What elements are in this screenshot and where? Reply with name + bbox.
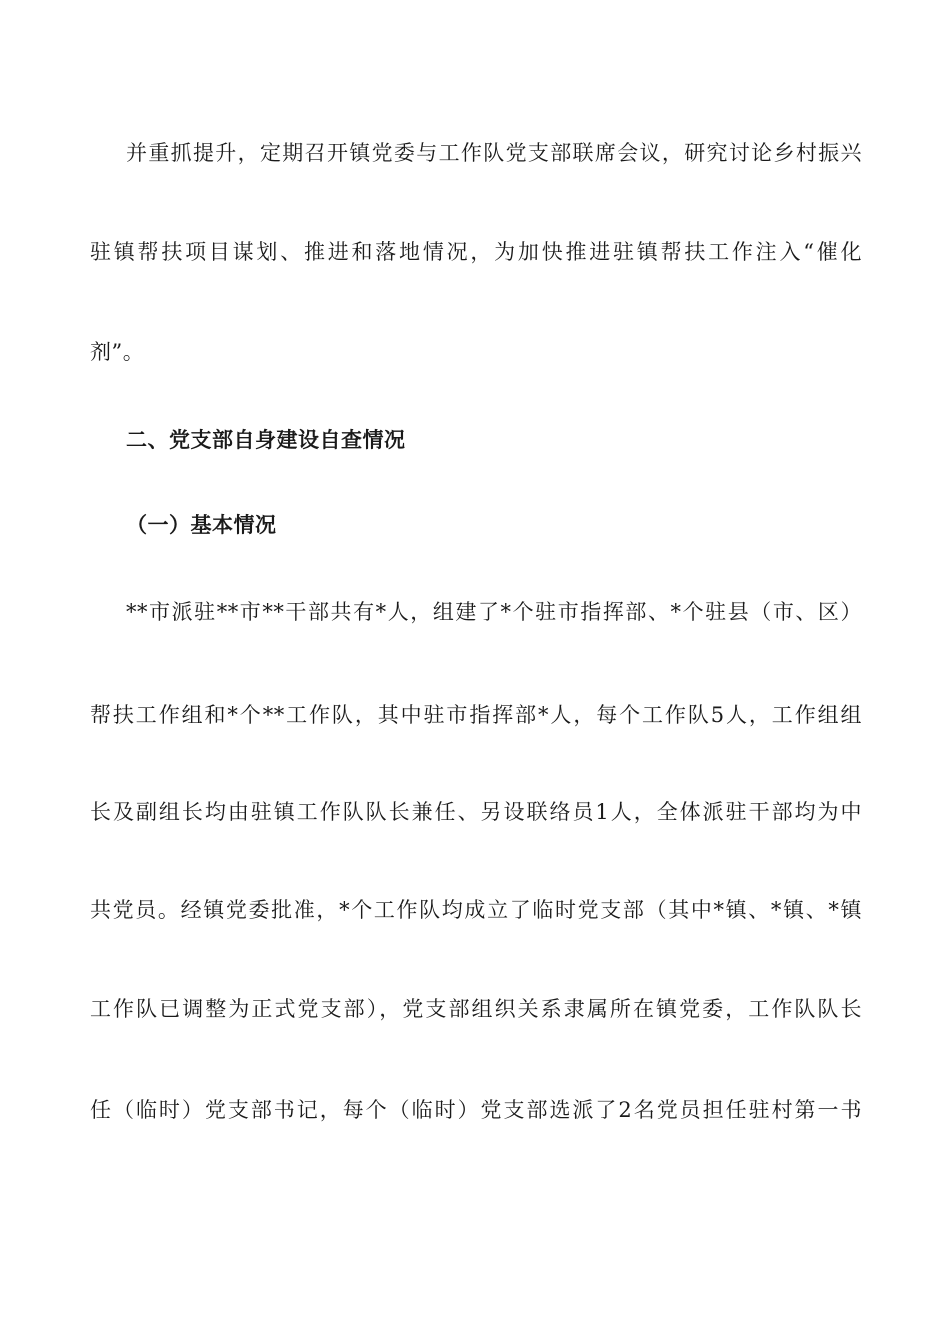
paragraph-line: 剂”。 [90, 340, 145, 364]
paragraph-line: **市派驻**市**干部共有*人，组建了*个驻市指挥部、*个驻县（市、区） [126, 600, 862, 624]
paragraph-line: 工作队已调整为正式党支部），党支部组织关系隶属所在镇党委，工作队队长 [90, 997, 862, 1021]
paragraph-line: 任（临时）党支部书记，每个（临时）党支部选派了2名党员担任驻村第一书 [90, 1098, 862, 1122]
paragraph-line: 共党员。经镇党委批准，*个工作队均成立了临时党支部（其中*镇、*镇、*镇 [90, 898, 862, 922]
paragraph-line: 驻镇帮扶项目谋划、推进和落地情况，为加快推进驻镇帮扶工作注入“催化 [90, 240, 862, 264]
paragraph-line: 长及副组长均由驻镇工作队队长兼任、另设联络员1人，全体派驻干部均为中 [90, 800, 862, 824]
paragraph-line: 帮扶工作组和*个**工作队，其中驻市指挥部*人，每个工作队5人，工作组组 [90, 703, 862, 727]
subsection-heading: （一）基本情况 [126, 512, 277, 537]
paragraph-line: 并重抓提升，定期召开镇党委与工作队党支部联席会议，研究讨论乡村振兴 [126, 141, 862, 165]
section-heading: 二、党支部自身建设自查情况 [126, 427, 406, 452]
